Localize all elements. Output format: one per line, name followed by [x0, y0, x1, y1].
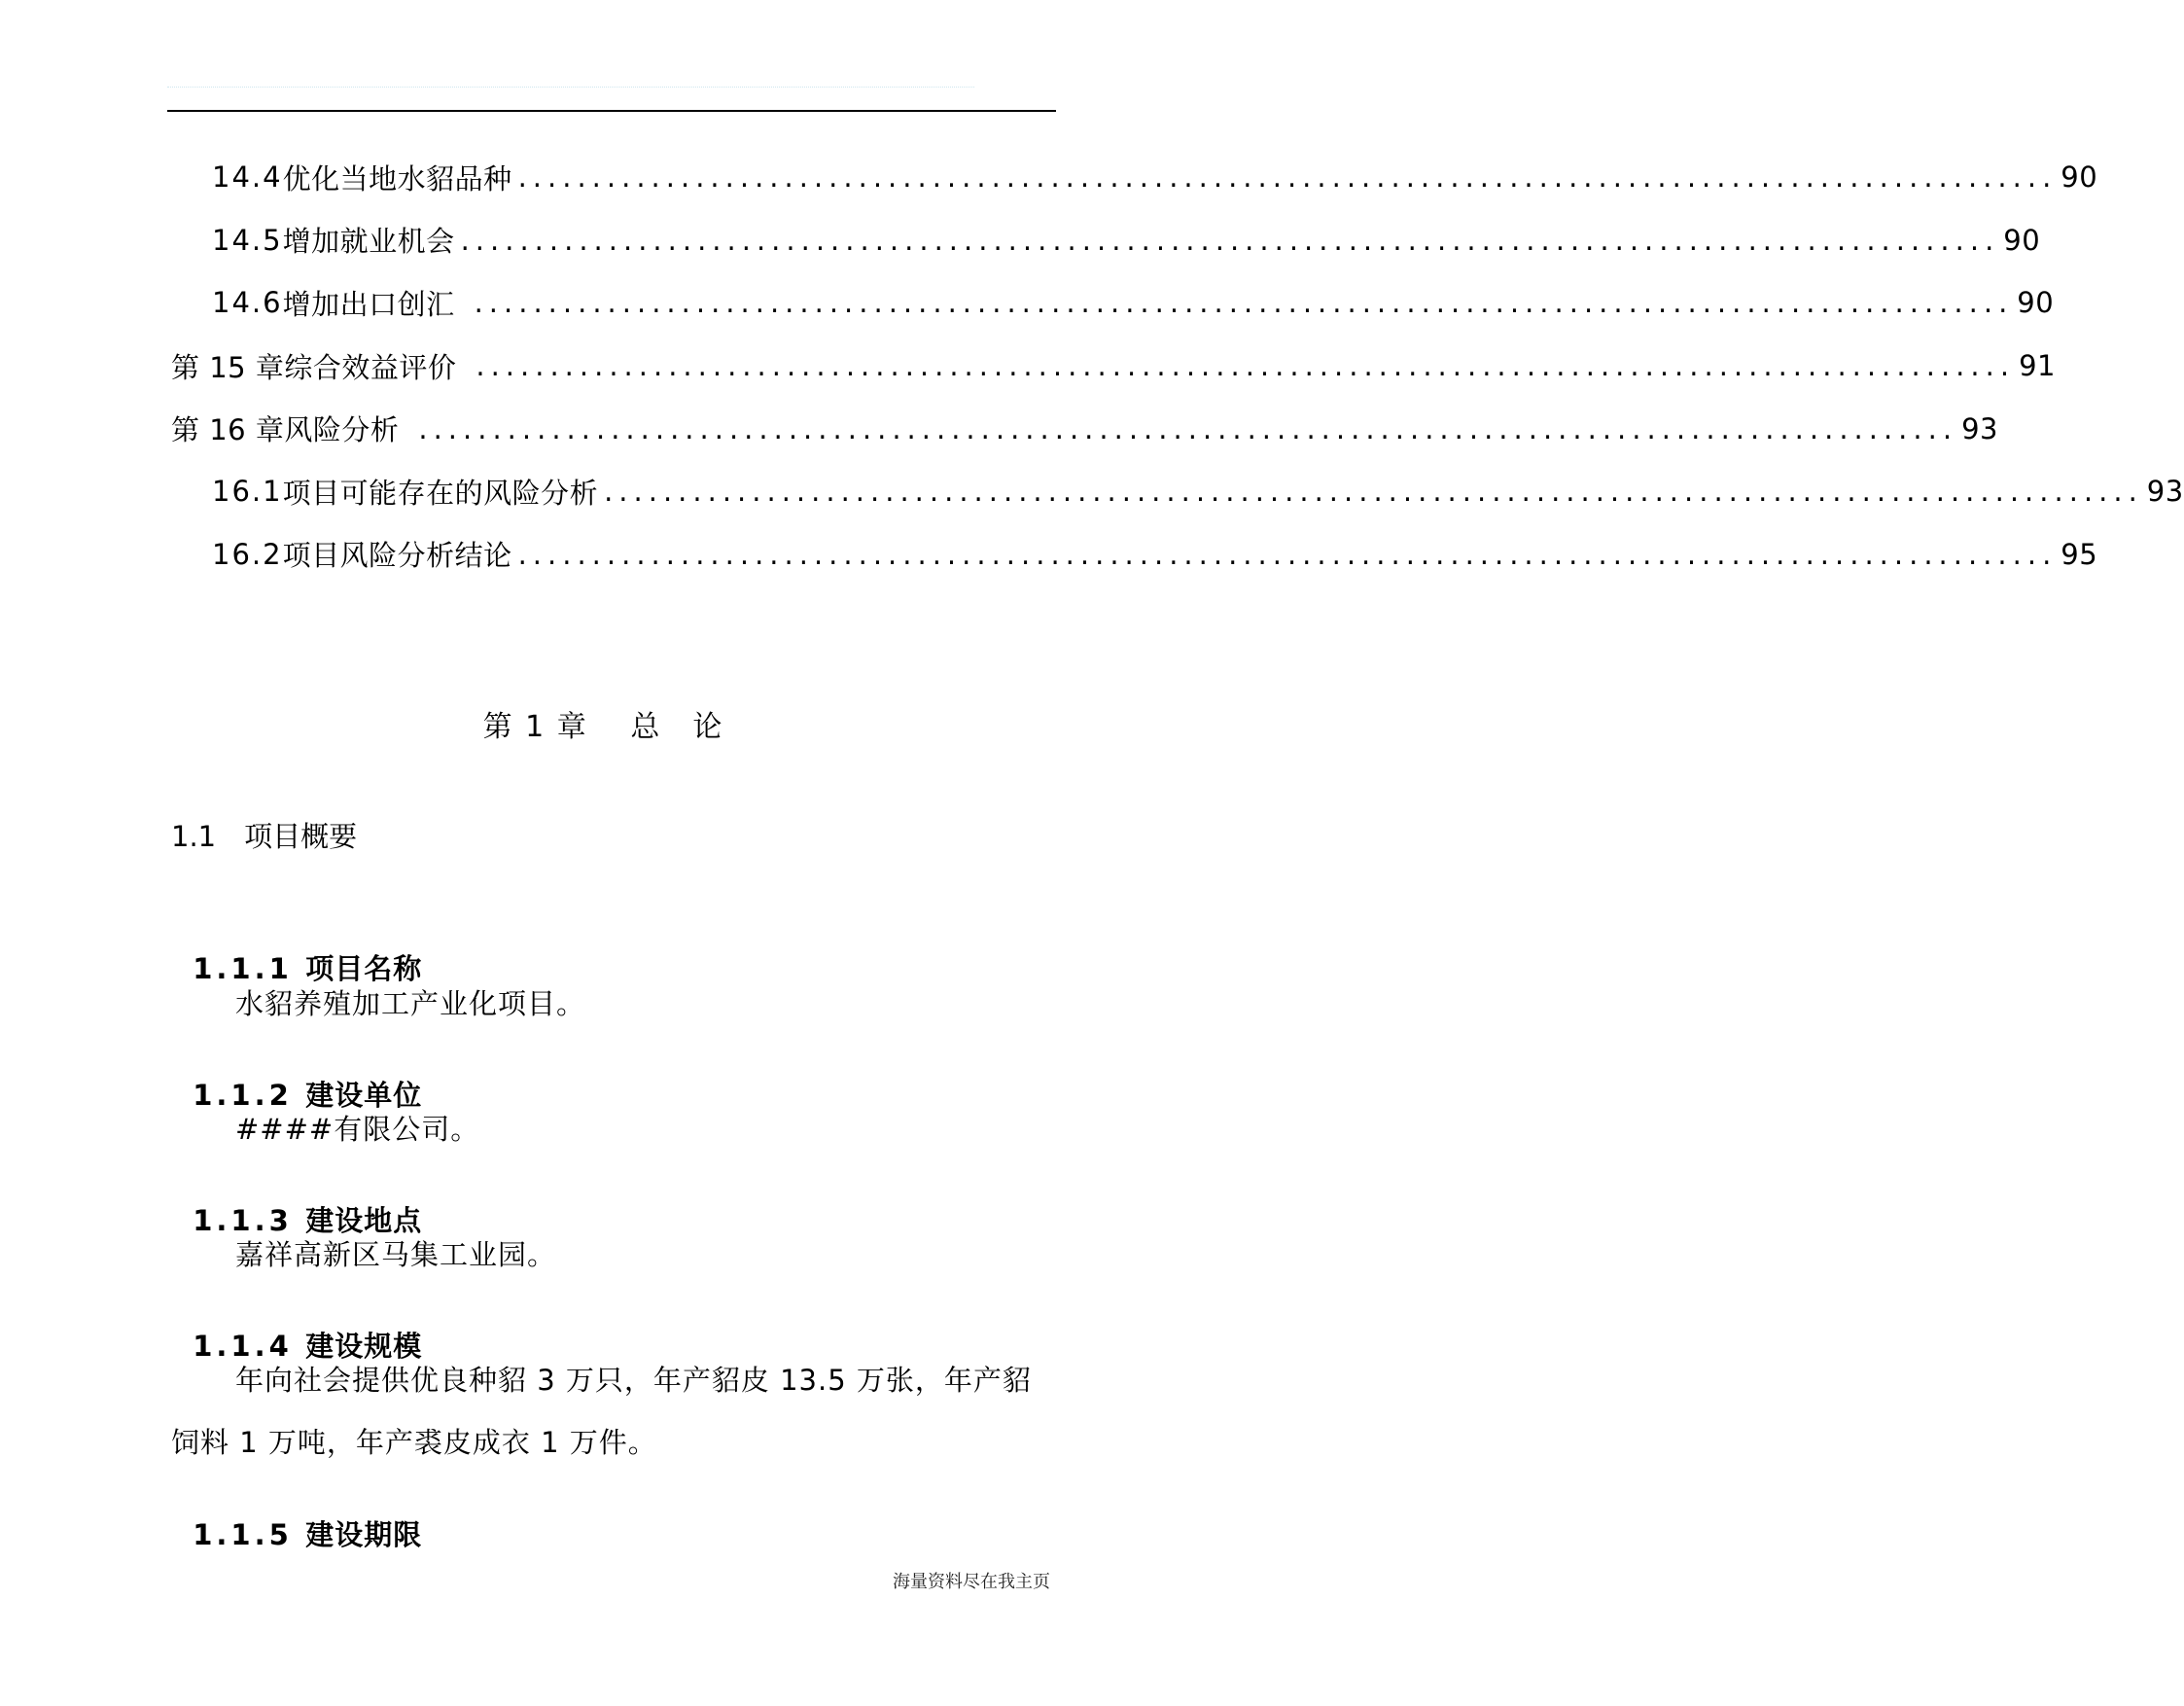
header-faint-rule	[167, 87, 974, 88]
chapter-title: 第 1 章 总 论	[482, 710, 724, 744]
toc-entry-title: 增加就业机会	[282, 225, 455, 259]
toc-leader-dots: ........................................................................................................	[517, 160, 2058, 195]
toc-entry-number: 第 16 章	[171, 413, 285, 447]
subsection-title: 建设单位	[305, 1079, 423, 1112]
toc-entry-title: 风险分析	[284, 413, 400, 447]
toc-entry-number: 14.5	[212, 223, 283, 257]
toc-entry-page: 90	[2017, 286, 2055, 320]
toc-entry-title: 增加出口创汇	[282, 287, 455, 321]
toc-entry[interactable]	[171, 335, 2056, 398]
subsection-paragraph: 年向社会提供优良种貂 3 万只，年产貂皮 13.5 万张，年产貂饲料 1 万吨，年产裘皮成衣 1 万件。	[171, 1364, 1032, 1459]
subsection-title: 建设期限	[305, 1518, 423, 1551]
toc-entry-title: 综合效益评价	[284, 350, 457, 384]
toc-entry-page: 95	[2061, 537, 2098, 571]
subsection-title: 项目名称	[305, 952, 423, 985]
toc-entry-page: 90	[2003, 223, 2041, 257]
toc-entry[interactable]	[171, 271, 2055, 335]
toc-entry[interactable]	[171, 460, 2184, 523]
toc-entry[interactable]	[171, 209, 2041, 272]
toc-leader-dots: ........................................................................................................	[418, 411, 1958, 445]
toc-entry-page: 93	[1961, 411, 1998, 445]
subsection-paragraph: 水貂养殖加工产业化项目。	[235, 987, 586, 1020]
toc-leader-dots: ........................................................................................................	[517, 537, 2058, 571]
toc-entry-title: 项目风险分析结论	[282, 539, 512, 573]
subsection-number: 1.1.1	[193, 952, 293, 985]
subsection-title: 建设地点	[305, 1204, 423, 1237]
toc-leader-dots: ........................................................................................................	[474, 286, 2014, 320]
toc-leader-dots: ........................................................................................................	[476, 349, 2016, 383]
subsection-number: 1.1.5	[193, 1518, 293, 1551]
toc-entry-number: 14.4	[212, 160, 283, 195]
toc-entry-title: 优化当地水貂品种	[282, 161, 512, 195]
subsection-number: 1.1.2	[193, 1079, 293, 1112]
toc-entry-page: 91	[2019, 349, 2056, 383]
toc-entry[interactable]	[171, 146, 2098, 209]
toc-entry[interactable]	[171, 523, 2098, 586]
subsection-number: 1.1.4	[193, 1330, 293, 1363]
toc-entry-number: 第 15 章	[171, 350, 285, 384]
toc-leader-dots: ........................................................................................................	[604, 475, 2143, 509]
subsection-number: 1.1.3	[193, 1204, 293, 1237]
toc-entry-number: 14.6	[212, 286, 283, 320]
subsection-title: 建设规模	[305, 1330, 423, 1363]
toc-entry-page: 90	[2061, 160, 2098, 195]
footer-note: 海量资料尽在我主页	[893, 1572, 1050, 1592]
toc-entry-title: 项目可能存在的风险分析	[282, 476, 599, 510]
toc-entry-page: 93	[2146, 475, 2184, 509]
subsection-paragraph: 嘉祥高新区马集工业园。	[235, 1238, 557, 1271]
subsection-paragraph: ####有限公司。	[235, 1113, 480, 1146]
header-rule	[167, 110, 1056, 112]
toc-entry-number: 16.1	[212, 475, 283, 509]
toc-entry-number: 16.2	[212, 537, 283, 571]
table-of-contents	[171, 146, 2184, 586]
toc-entry[interactable]	[171, 397, 1998, 460]
toc-leader-dots: ........................................................................................................	[460, 223, 2000, 257]
subsection-heading	[171, 1480, 422, 1553]
section-title: 1.1 项目概要	[171, 820, 358, 853]
